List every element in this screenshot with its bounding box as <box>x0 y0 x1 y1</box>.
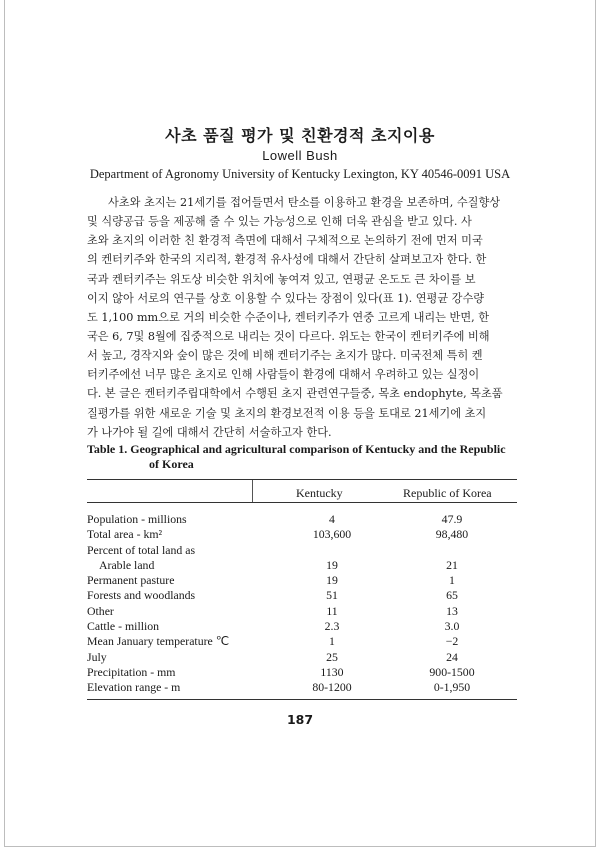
table-row <box>87 543 517 558</box>
row-label: Percent of total land as <box>87 542 196 557</box>
table-top-rule <box>87 479 517 480</box>
row-label: Permanent pasture <box>87 573 175 588</box>
paper-title: 사초 품질 평가 및 친환경적 초지이용 <box>165 126 435 145</box>
column-header-korea: Republic of Korea <box>403 486 492 500</box>
table-body <box>87 512 517 696</box>
table-row <box>87 619 517 634</box>
kentucky-value: 1 <box>329 634 335 649</box>
korea-value: −2 <box>445 634 459 649</box>
korea-value: 900-1500 <box>429 664 475 679</box>
body-line: 가 나가야 될 길에 대해서 간단히 서술하고자 한다. <box>87 425 332 439</box>
kentucky-value: 2.3 <box>324 619 340 634</box>
body-paragraph <box>87 193 517 442</box>
table-row <box>87 665 517 680</box>
row-label: Total area - km² <box>87 527 163 542</box>
korea-value: 21 <box>446 557 458 572</box>
table-header-separator <box>252 480 253 502</box>
body-line: 국은 6, 7및 8월에 집중적으로 내리는 것이 다르다. 위도는 한국이 켄터키주에 비해 <box>87 329 490 343</box>
body-line: 질평가를 위한 새로운 기술 및 초지의 환경보전적 이용 등을 토대로 21세기에 초지 <box>87 406 487 420</box>
body-line: 사초와 초지는 21세기를 접어들면서 탄소를 이용하고 환경을 보존하며, 수질향상 <box>108 196 501 209</box>
body-line: 도 1,100 mm으로 거의 비슷한 수준이나, 켄터키주가 연중 고르게 내리는 반면, 한 <box>87 310 490 324</box>
body-line: 터키주에선 너무 많은 초지로 인해 사람들이 환경에 대해서 우려하고 있는 실정이 <box>87 368 480 382</box>
table-row <box>87 512 517 527</box>
kentucky-value: 51 <box>326 588 338 603</box>
row-label: Elevation range - m <box>87 680 181 695</box>
kentucky-value: 19 <box>326 557 338 572</box>
kentucky-value: 4 <box>329 512 335 526</box>
korea-value: 98,480 <box>435 527 469 542</box>
body-line: 국과 켄터키주는 위도상 비슷한 위치에 놓여져 있고, 연평균 온도도 큰 차이를 보 <box>87 272 476 286</box>
table-row <box>87 650 517 665</box>
row-label: Cattle - million <box>87 619 160 634</box>
table-header-rule <box>87 502 517 503</box>
kentucky-value: 19 <box>326 573 338 588</box>
table-row <box>87 680 517 695</box>
korea-value: 47.9 <box>441 512 463 526</box>
table-caption <box>87 442 517 472</box>
kentucky-value: 25 <box>326 649 338 664</box>
table-caption-line: Table 1. Geographical and agricultural comparison of Kentucky and the Republic <box>87 442 506 456</box>
body-line: 및 식량공급 등을 제공해 줄 수 있는 가능성으로 인해 더욱 관심을 받고 있다. 사 <box>87 215 472 229</box>
table-row <box>87 604 517 619</box>
kentucky-value: 103,600 <box>312 527 352 542</box>
author-affiliation: Department of Agronomy University of Kentucky Lexington, KY 40546-0091 USA <box>89 167 511 181</box>
kentucky-value: 80-1200 <box>312 680 352 695</box>
body-line: 다. 본 글은 켄터키주립대학에서 수행된 초지 관련연구들중, 목초 endophyte, 목초품 <box>87 387 503 401</box>
table-row <box>87 527 517 542</box>
table-row <box>87 588 517 603</box>
table-row <box>87 634 517 649</box>
kentucky-value: 11 <box>326 603 338 618</box>
korea-value: 3.0 <box>444 619 460 634</box>
row-label: July <box>87 649 107 664</box>
column-header-kentucky: Kentucky <box>296 486 343 500</box>
row-label: Population - millions <box>87 512 187 526</box>
table-caption-line: of Korea <box>149 457 194 471</box>
korea-value: 24 <box>446 649 458 664</box>
body-line: 초와 초지의 이러한 친 환경적 측면에 대해서 구체적으로 논의하기 전에 먼저 미국 <box>87 234 483 248</box>
korea-value: 1 <box>449 573 455 588</box>
body-line: 의 켄터키주와 한국의 지리적, 환경적 유사성에 대해서 간단히 살펴보고자 한다. 한 <box>87 253 487 267</box>
row-label: Arable land <box>99 557 155 572</box>
row-label: Forests and woodlands <box>87 588 196 603</box>
table-row <box>87 558 517 573</box>
korea-value: 0-1,950 <box>433 680 471 695</box>
table-bottom-rule <box>87 699 517 700</box>
row-label: Mean January temperature ℃ <box>87 634 229 649</box>
row-label: Other <box>87 603 114 618</box>
author-name: Lowell Bush <box>262 148 338 163</box>
row-label: Precipitation - mm <box>87 664 176 679</box>
korea-value: 65 <box>446 588 458 603</box>
body-line: 이지 않아 서로의 연구를 상호 이용할 수 있다는 장점이 있다(표 1). 연평균 강수량 <box>87 291 485 305</box>
kentucky-value: 1130 <box>320 664 344 679</box>
page-number: 187 <box>286 712 314 727</box>
table-row <box>87 573 517 588</box>
body-line: 서 높고, 경작지와 숲이 많은 것에 비해 켄터기주는 초지가 많다. 미국전체 특히 켄 <box>87 349 483 363</box>
korea-value: 13 <box>446 603 458 618</box>
